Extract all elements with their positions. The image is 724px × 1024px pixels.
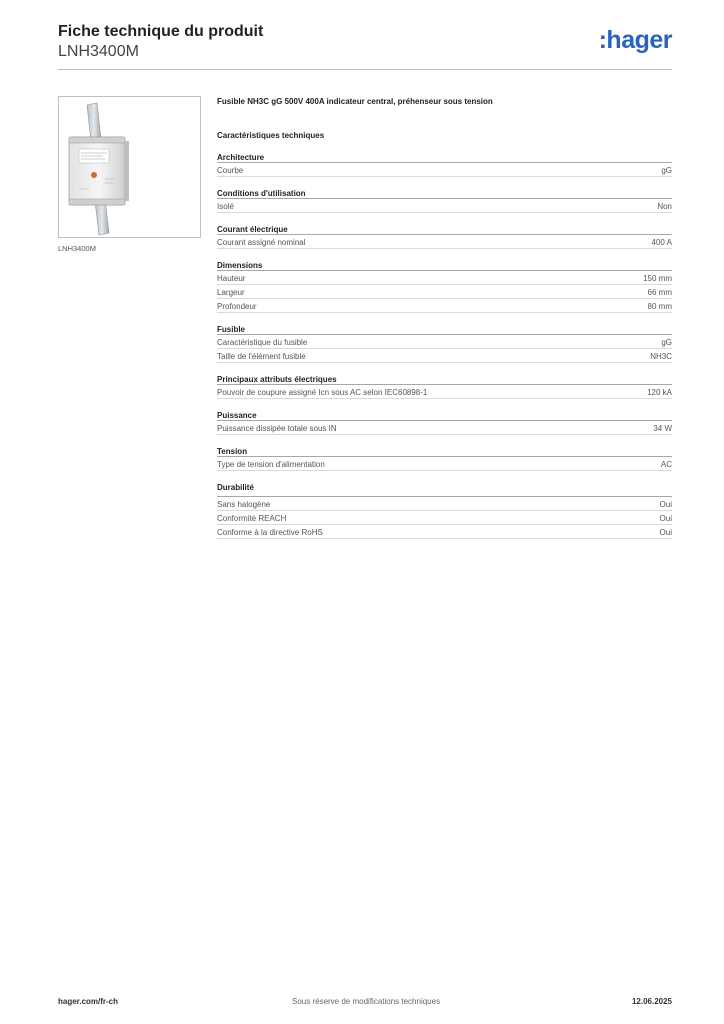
product-description: Fusible NH3C gG 500V 400A indicateur central, préhenseur sous tension xyxy=(217,97,493,106)
footer-website-link[interactable]: hager.com/fr-ch xyxy=(58,997,119,1006)
footer-note: Sous réserve de modifications techniques xyxy=(292,997,441,1006)
spec-value: gG xyxy=(661,338,672,347)
spec-value: 80 mm xyxy=(647,302,672,311)
spec-label: Taille de l'élément fusible xyxy=(217,352,306,361)
spec-row xyxy=(217,235,672,249)
spec-row xyxy=(217,335,672,349)
spec-value: NH3C xyxy=(650,352,672,361)
spec-value: 66 mm xyxy=(647,288,672,297)
spec-row xyxy=(217,349,672,363)
spec-value: 120 kA xyxy=(647,388,672,397)
hager-logo: :hager xyxy=(598,26,672,54)
spec-value: gG xyxy=(661,166,672,175)
spec-group xyxy=(217,446,672,471)
product-image-caption: LNH3400M xyxy=(58,244,96,253)
spec-group-title: Conditions d'utilisation xyxy=(217,188,672,199)
product-reference: LNH3400M xyxy=(58,43,139,60)
fuse-illustration xyxy=(59,97,200,237)
spec-label: Puissance dissipée totale sous IN xyxy=(217,424,337,433)
spec-row xyxy=(217,285,672,299)
spec-group-title: Puissance xyxy=(217,410,672,421)
spec-label: Sans halogène xyxy=(217,500,271,509)
spec-label: Conforme à la directive RoHS xyxy=(217,528,323,537)
spec-group xyxy=(217,260,672,313)
spec-value: Oui xyxy=(659,514,672,523)
spec-value: Oui xyxy=(659,528,672,537)
spec-label: Largeur xyxy=(217,288,245,297)
spec-row xyxy=(217,421,672,435)
spec-group xyxy=(217,188,672,213)
spec-group xyxy=(217,152,672,177)
spec-group-title: Tension xyxy=(217,446,672,457)
spec-value: 34 W xyxy=(653,424,672,433)
spec-row xyxy=(217,525,672,539)
spec-label: Conformité REACH xyxy=(217,514,287,523)
spec-group-title: Courant électrique xyxy=(217,224,672,235)
product-image xyxy=(58,96,201,238)
spec-value: AC xyxy=(660,460,672,469)
spec-group-title: Principaux attributs électriques xyxy=(217,374,672,385)
spec-group-title: Architecture xyxy=(217,152,672,163)
spec-row xyxy=(217,163,672,177)
spec-label: Isolé xyxy=(217,202,234,211)
spec-label: Type de tension d'alimentation xyxy=(217,460,325,469)
spec-value: Non xyxy=(657,202,672,211)
spec-row xyxy=(217,299,672,313)
spec-value: Oui xyxy=(659,500,672,509)
spec-group-title: Dimensions xyxy=(217,260,672,271)
spec-value: 150 mm xyxy=(643,274,672,283)
footer-date: 12.06.2025 xyxy=(631,997,672,1006)
spec-group xyxy=(217,482,672,539)
spec-row xyxy=(217,271,672,285)
spec-group-title: Fusible xyxy=(217,324,672,335)
spec-row xyxy=(217,457,672,471)
spec-label: Pouvoir de coupure assigné Icn sous AC selon IEC60898-1 xyxy=(217,388,428,397)
page-header xyxy=(58,22,672,70)
spec-label: Hauteur xyxy=(217,274,246,283)
spec-group xyxy=(217,224,672,249)
spec-label: Caractéristique du fusible xyxy=(217,338,308,347)
spec-row xyxy=(217,199,672,213)
spec-row xyxy=(217,497,672,511)
specs-heading: Caractéristiques techniques xyxy=(217,131,325,140)
spec-label: Courbe xyxy=(217,166,244,175)
spec-label: Profondeur xyxy=(217,302,257,311)
spec-groups xyxy=(217,152,672,539)
spec-row xyxy=(217,385,672,399)
spec-row xyxy=(217,511,672,525)
spec-content xyxy=(217,96,672,539)
page-title: Fiche technique du produit xyxy=(58,23,264,40)
spec-group xyxy=(217,410,672,435)
spec-label: Courant assigné nominal xyxy=(217,238,306,247)
spec-group-title: Durabilité xyxy=(217,482,672,497)
spec-group xyxy=(217,374,672,399)
spec-group xyxy=(217,324,672,363)
spec-value: 400 A xyxy=(651,238,672,247)
